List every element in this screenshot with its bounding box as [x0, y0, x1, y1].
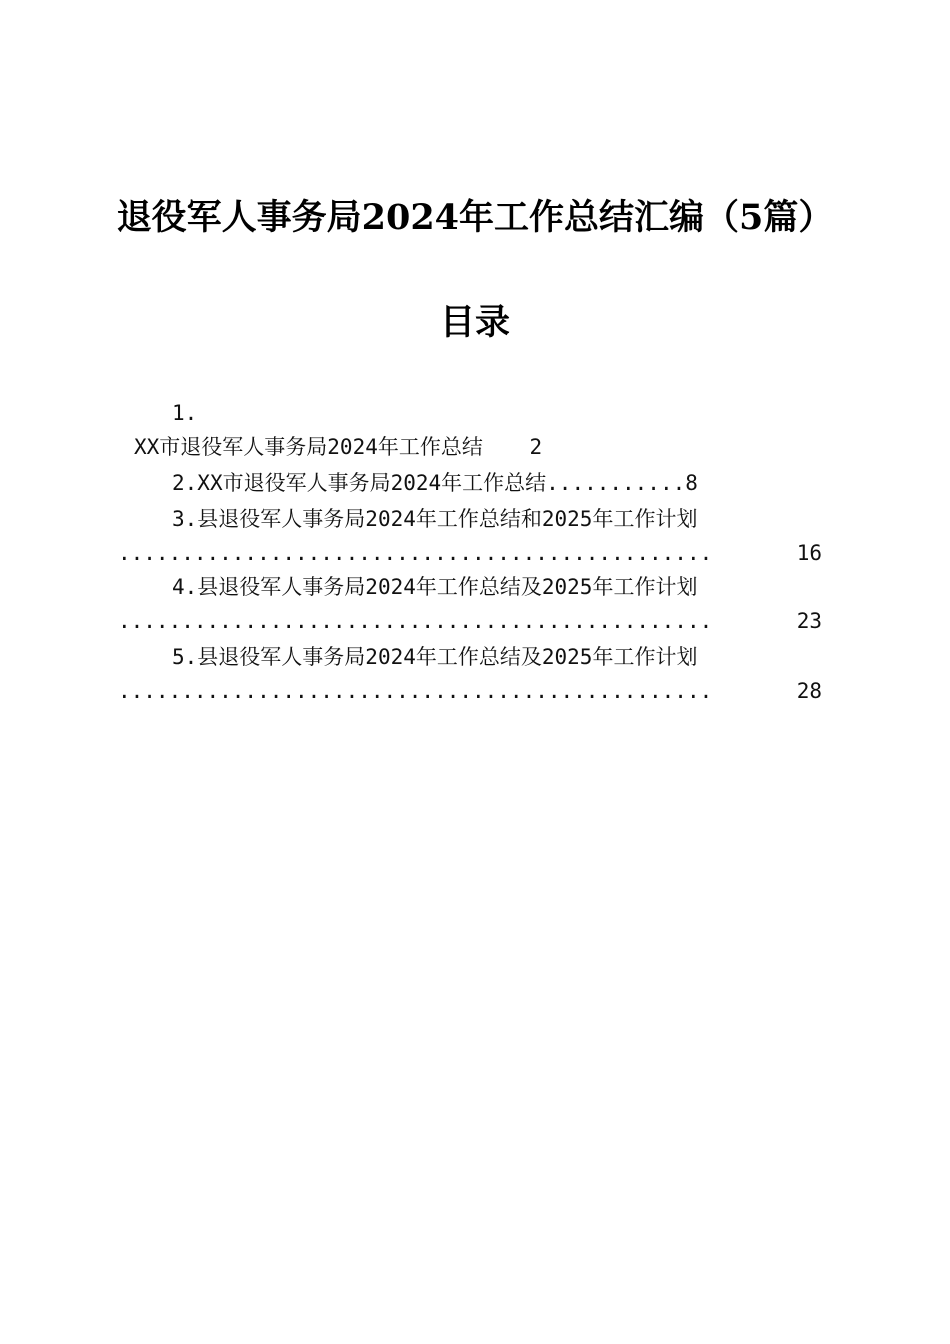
toc-entry-5[interactable] [172, 640, 697, 674]
toc-entry-4[interactable] [172, 570, 697, 604]
toc-entry-1[interactable] [134, 430, 542, 464]
toc-entry-title: XX市退役军人事务局2024年工作总结 [134, 435, 483, 459]
toc-entry-4-leader-line[interactable] [118, 604, 822, 638]
toc-entry-title: 县退役军人事务局2024年工作总结及2025年工作计划 [197, 645, 698, 669]
toc-entry-number: 2. [172, 471, 198, 495]
toc-entry-leader: ............................................... [118, 609, 713, 633]
toc-entry-5-leader-line[interactable] [118, 674, 822, 708]
toc-entry-1-number[interactable] [172, 396, 197, 430]
toc-entry-number: 5. [172, 645, 198, 669]
toc-entry-number: 3. [172, 507, 198, 531]
toc-entry-3[interactable] [172, 502, 697, 536]
toc-entry-title: 县退役军人事务局2024年工作总结及2025年工作计划 [197, 575, 698, 599]
toc-entry-page: 28 [796, 679, 822, 703]
toc-entry-page: 8 [685, 471, 698, 495]
toc-entry-number: 1. [172, 401, 198, 425]
toc-entry-number: 4. [172, 575, 198, 599]
toc-entry-page: 16 [796, 541, 822, 565]
toc-entry-leader: ............................................... [118, 679, 713, 703]
toc-entry-2[interactable] [172, 466, 698, 500]
toc-entry-title: XX市退役军人事务局2024年工作总结 [197, 471, 547, 495]
toc-heading: 目录 [439, 302, 510, 343]
toc-entry-leader: ............................................... [118, 541, 713, 565]
toc-entry-3-leader-line[interactable] [118, 536, 822, 570]
document-title: 退役军人事务局2024年工作总结汇编（5篇） [116, 197, 834, 238]
toc-entry-title: 县退役军人事务局2024年工作总结和2025年工作计划 [197, 507, 698, 531]
toc-entry-page: 23 [796, 609, 822, 633]
toc-entry-leader: ........... [546, 471, 686, 495]
toc-entry-page: 2 [529, 435, 543, 459]
